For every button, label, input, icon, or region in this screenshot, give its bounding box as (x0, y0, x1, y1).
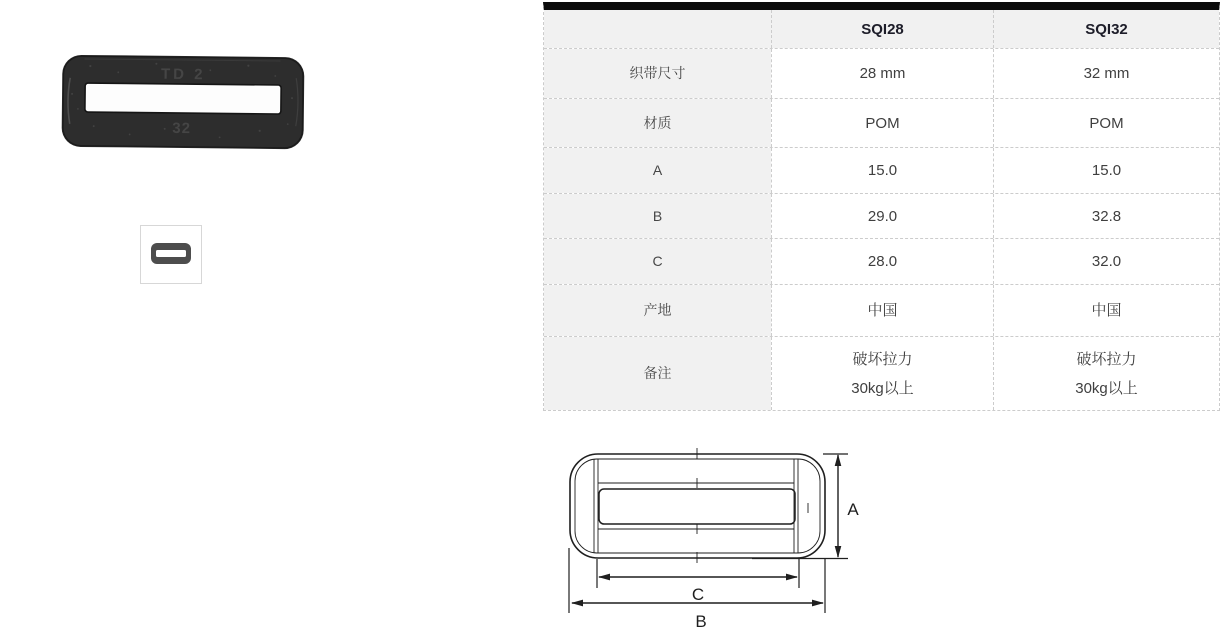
column-header: SQI28 (771, 10, 993, 48)
cell-value: 28 mm (771, 49, 993, 98)
buckle-outline-drawing (570, 448, 825, 563)
table-header-row (544, 10, 1219, 49)
row-label: C (544, 239, 771, 284)
cell-value: 中国 (993, 285, 1219, 336)
cell-value-line: 30kg以上 (1075, 379, 1138, 397)
cell-value: 中国 (771, 285, 993, 336)
dimension-a (752, 454, 859, 559)
row-label: 备注 (544, 337, 771, 410)
row-label: 织带尺寸 (544, 49, 771, 98)
table-row (544, 49, 1219, 99)
table-row (544, 99, 1219, 148)
buckle-thumb-icon (145, 230, 197, 279)
embossed-marking-top: TD 2 (160, 65, 206, 84)
product-photo (60, 45, 305, 150)
dimension-diagram (555, 440, 915, 630)
dimension-a-label: A (847, 500, 859, 519)
dimension-c-label: C (691, 585, 705, 604)
row-label: B (544, 194, 771, 238)
cell-value: 15.0 (993, 148, 1219, 193)
table-row (544, 194, 1219, 239)
row-label: A (544, 148, 771, 193)
cell-value-line: 破坏拉力 (852, 350, 913, 368)
cell-value: 32.0 (993, 239, 1219, 284)
dimension-c (597, 559, 799, 604)
dimension-b-label: B (695, 612, 707, 630)
column-header: SQI32 (993, 10, 1219, 48)
table-row (544, 337, 1219, 410)
cell-value: POM (993, 99, 1219, 147)
product-thumbnail[interactable] (140, 225, 202, 284)
embossed-marking-bottom: 32 (172, 119, 192, 138)
buckle-photo-drawing (62, 55, 305, 150)
table-row (544, 285, 1219, 337)
spec-table (543, 2, 1220, 411)
cell-value (993, 337, 1219, 410)
cell-value (771, 337, 993, 410)
table-row (544, 239, 1219, 285)
cell-value-line: 30kg以上 (851, 379, 914, 397)
table-row (544, 148, 1219, 194)
corner-cell (544, 10, 771, 48)
row-label: 材质 (544, 99, 771, 147)
cell-value: 32 mm (993, 49, 1219, 98)
row-label: 产地 (544, 285, 771, 336)
cell-value: 15.0 (771, 148, 993, 193)
cell-value-line: 破坏拉力 (1076, 350, 1137, 368)
cell-value: 32.8 (993, 194, 1219, 238)
cell-value: POM (771, 99, 993, 147)
cell-value: 29.0 (771, 194, 993, 238)
cell-value: 28.0 (771, 239, 993, 284)
